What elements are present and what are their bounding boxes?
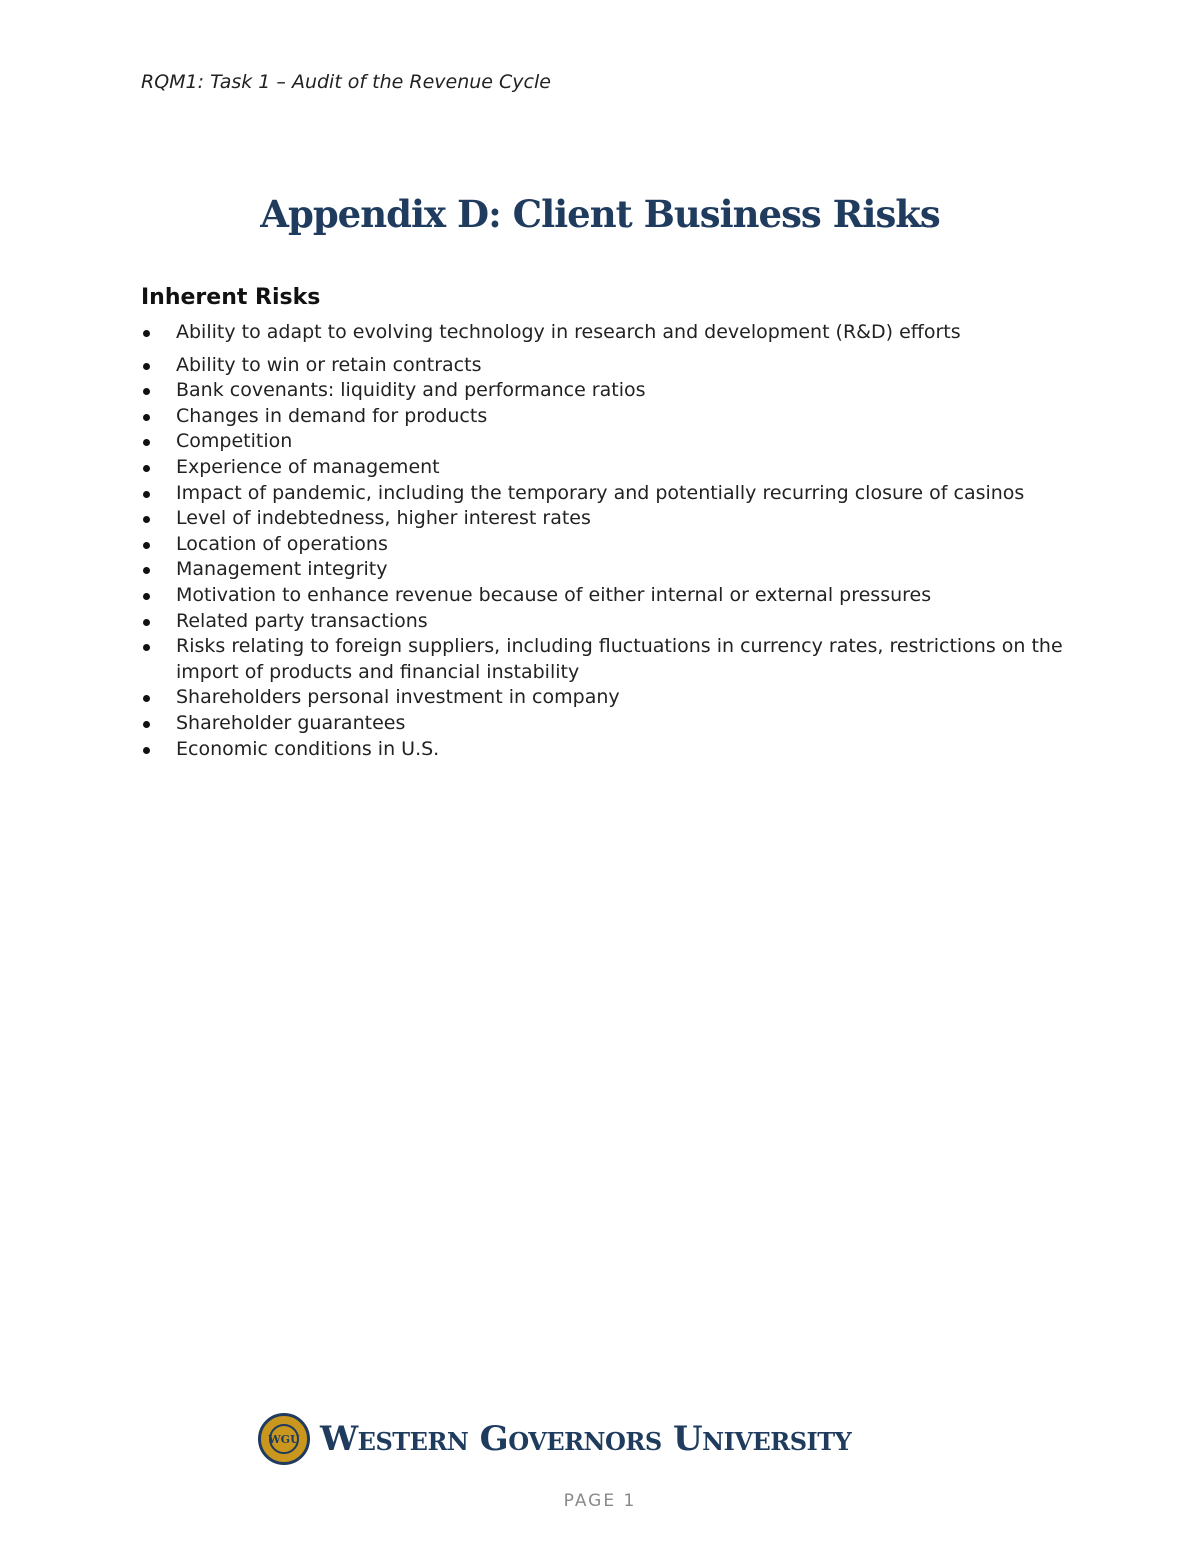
bullet-icon [143,567,150,574]
bullet-icon [143,747,150,754]
list-item-text: Level of indebtedness, higher interest rates [176,507,591,530]
list-item-text: Motivation to enhance revenue because of either internal or external pressures [176,583,932,606]
bullet-icon [143,388,150,395]
section-heading: Inherent Risks [141,285,321,310]
list-item [141,378,1071,404]
bullet-icon [143,414,150,421]
university-seal-icon [258,1413,310,1465]
risk-list [141,320,1071,762]
list-item [141,532,1071,558]
bullet-icon [143,644,150,651]
list-item [141,609,1071,635]
bullet-icon [143,516,150,523]
list-item [141,353,1071,379]
list-item-text: Shareholders personal investment in company [176,686,620,709]
bullet-icon [143,465,150,472]
list-item-text: Related party transactions [176,609,428,632]
page-title: Appendix D: Client Business Risks [260,192,940,236]
bullet-icon [143,330,150,337]
bullet-icon [143,439,150,446]
list-item-text: Location of operations [176,532,388,555]
university-logo [258,1413,851,1465]
list-item [141,583,1071,609]
university-wordmark: Western Governors University [320,1419,852,1459]
bullet-icon [143,593,150,600]
seal-monogram: WGU [269,1424,299,1454]
list-item-text: Experience of management [176,455,440,478]
page-header: RQM1: Task 1 – Audit of the Revenue Cycle [141,71,551,93]
bullet-icon [143,695,150,702]
list-item-text: Impact of pandemic, including the temporary and potentially recurring closure of casinos [176,481,1025,504]
page-number: PAGE 1 [563,1491,637,1511]
bullet-icon [143,542,150,549]
bullet-icon [143,363,150,370]
list-item [141,506,1071,532]
list-item [141,404,1071,430]
bullet-icon [143,619,150,626]
list-item-text: Management integrity [176,558,388,581]
list-item [141,557,1071,583]
list-item-text: Shareholder guarantees [176,711,406,734]
list-item-text: Ability to win or retain contracts [176,353,482,376]
list-item [141,737,1071,763]
list-item [141,429,1071,455]
list-item-text: Competition [176,430,293,453]
list-item [141,685,1071,711]
bullet-icon [143,721,150,728]
list-item-text: Ability to adapt to evolving technology in research and development (R&D) efforts [176,321,961,343]
list-item [141,320,1071,346]
list-item-text: Economic conditions in U.S. [176,737,440,760]
list-item [141,455,1071,481]
list-item [141,711,1071,737]
list-item-text: Bank covenants: liquidity and performance ratios [176,379,646,402]
list-item-text: Risks relating to foreign suppliers, including fluctuations in currency rates, restrictions on the import of products and financial instability [176,635,1063,683]
list-item [141,481,1071,507]
list-item [141,634,1071,685]
list-item-text: Changes in demand for products [176,404,488,427]
bullet-icon [143,491,150,498]
